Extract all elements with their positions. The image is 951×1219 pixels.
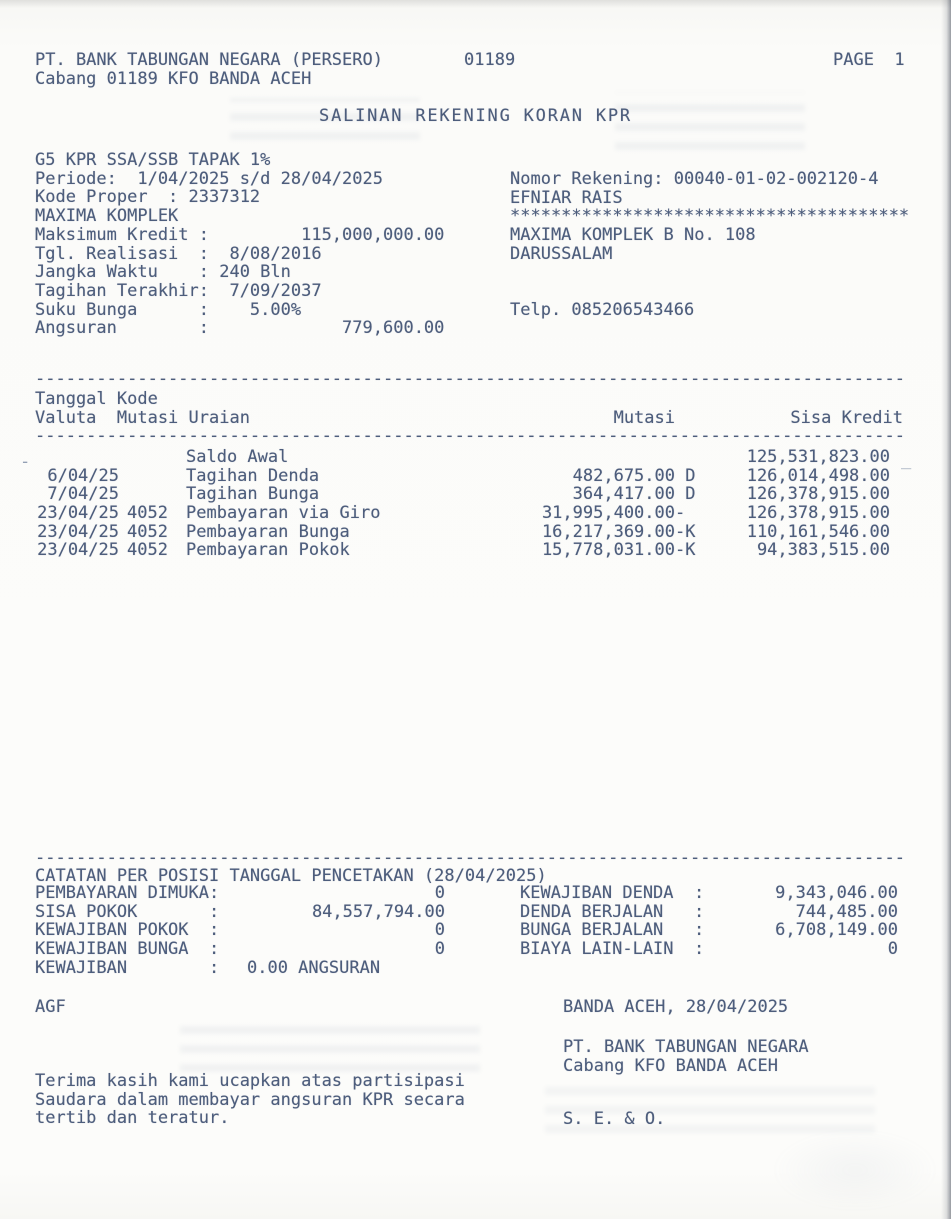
catatan-value: 0	[434, 883, 445, 903]
mutasi-suffix: D	[675, 465, 696, 486]
catatan-row	[0, 903, 951, 922]
customer-name: EFNIAR RAIS	[510, 187, 623, 208]
catatan-summary	[0, 884, 951, 977]
sisa-kredit: 94,383,515.00	[756, 540, 890, 561]
tagihan-terakhir-line: Tagihan Terakhir: 7/09/2037	[35, 280, 322, 301]
margin-mark-left: -	[20, 452, 31, 472]
sisa-kredit: 126,014,498.00	[746, 465, 890, 486]
table-row	[0, 467, 951, 486]
periode-line: Periode: 1/04/2025 s/d 28/04/2025	[35, 168, 383, 189]
uraian: Tagihan Bunga	[186, 484, 320, 505]
catatan-row-kewajiban	[0, 959, 951, 978]
thank-you-line: Saudara dalam membayar angsuran KPR secara	[35, 1089, 465, 1110]
loan-product-line: G5 KPR SSA/SSB TAPAK 1%	[35, 150, 271, 170]
kode-proper-line: Kode Proper : 2337312	[35, 187, 261, 208]
mutasi-amount: 15,778,031.00	[541, 540, 675, 561]
branch-code: 01189	[464, 50, 516, 70]
scan-smudge-artifact	[770, 1130, 940, 1210]
kode-mutasi: 4052	[127, 540, 168, 561]
sisa-kredit: 110,161,546.00	[746, 521, 890, 542]
blank-line	[510, 282, 909, 301]
table-row	[0, 504, 951, 523]
thank-you-note	[35, 1072, 465, 1128]
mutasi-suffix: D	[675, 484, 696, 505]
signature-bank-name: PT. BANK TABUNGAN NEGARA	[563, 1037, 809, 1057]
footer-code: AGF	[35, 997, 66, 1017]
table-row	[0, 541, 951, 560]
kode-mutasi: 4052	[127, 503, 168, 524]
catatan-label: KEWAJIBAN :	[35, 957, 220, 978]
city-date-line: BANDA ACEH, 28/04/2025	[563, 997, 789, 1017]
column-header-sisa-kredit: Sisa Kredit	[790, 408, 903, 428]
margin-mark-right: _	[901, 450, 912, 470]
tgl-realisasi-line: Tgl. Realisasi : 8/08/2016	[35, 243, 322, 264]
account-info-block	[510, 170, 909, 320]
document-title: SALINAN REKENING KORAN KPR	[319, 106, 632, 126]
catatan-row	[0, 940, 951, 959]
uraian: Pembayaran Bunga	[186, 521, 350, 542]
mutasi-suffix: -K	[675, 540, 696, 561]
uraian: Pembayaran Pokok	[186, 540, 350, 561]
mutasi-suffix: -K	[675, 521, 696, 542]
table-header-line1: Tanggal Kode	[35, 389, 158, 409]
page-number-label: PAGE 1	[833, 50, 905, 70]
address-line-2: DARUSSALAM	[510, 243, 613, 264]
uraian: Tagihan Denda	[186, 465, 320, 486]
kode-mutasi: 4052	[127, 521, 168, 542]
valuta-date: 23/04/25	[37, 503, 119, 524]
catatan-value: 84,557,794.00	[311, 901, 445, 922]
maksimum-kredit-line: Maksimum Kredit : 115,000,000.00	[35, 224, 445, 245]
blank-line	[510, 264, 909, 283]
catatan-title: CATATAN PER POSISI TANGGAL PENCETAKAN (28/04/2025)	[35, 866, 547, 886]
suku-bunga-line: Suku Bunga : 5.00%	[35, 299, 302, 320]
address-line-1: MAXIMA KOMPLEK B No. 108	[510, 225, 756, 246]
bank-name: PT. BANK TABUNGAN NEGARA (PERSERO)	[35, 50, 383, 70]
komplek-line: MAXIMA KOMPLEK	[35, 206, 179, 227]
catatan-label: BUNGA BERJALAN :	[520, 920, 705, 941]
catatan-label: KEWAJIBAN BUNGA :	[35, 939, 220, 960]
table-row	[0, 448, 951, 467]
catatan-label: KEWAJIBAN DENDA :	[520, 883, 705, 903]
uraian: Pembayaran via Giro	[186, 503, 381, 524]
catatan-value: 0	[887, 939, 898, 960]
mutasi-amount: 364,417.00	[572, 484, 675, 505]
jangka-waktu-line: Jangka Waktu : 240 Bln	[35, 262, 291, 283]
uraian: Saldo Awal	[186, 447, 289, 467]
catatan-label: PEMBAYARAN DIMUKA:	[35, 883, 220, 903]
mutasi-suffix: -	[675, 503, 686, 524]
table-row	[0, 485, 951, 504]
catatan-value: 0	[434, 939, 445, 960]
catatan-value: 744,485.00	[795, 901, 898, 922]
scan-edge-right	[941, 0, 951, 1219]
phone-line: Telp. 085206543466	[510, 299, 695, 320]
dashed-separator: -------------------------------------------------------------------------------------	[35, 848, 905, 868]
catatan-value: 9,343,046.00	[775, 883, 898, 903]
catatan-value: 0.00 ANGSURAN	[247, 957, 381, 978]
table-row	[0, 523, 951, 542]
sisa-kredit: 126,378,915.00	[746, 503, 890, 524]
valuta-date: 23/04/25	[37, 540, 119, 561]
catatan-value: 0	[434, 920, 445, 941]
mutasi-amount: 16,217,369.00	[541, 521, 675, 542]
nomor-rekening-line: Nomor Rekening: 00040-01-02-002120-4	[510, 169, 879, 189]
mutasi-amount: 31,995,400.00	[541, 503, 675, 524]
column-header-mutasi: Mutasi	[613, 408, 675, 428]
angsuran-line: Angsuran : 779,600.00	[35, 318, 445, 339]
dashed-separator: -------------------------------------------------------------------------------------	[35, 369, 905, 389]
valuta-date: 23/04/25	[37, 521, 119, 542]
catatan-label: SISA POKOK :	[35, 901, 220, 922]
catatan-label: DENDA BERJALAN :	[520, 901, 705, 922]
catatan-label: KEWAJIBAN POKOK :	[35, 920, 220, 941]
table-header-line2: Valuta Mutasi Uraian	[35, 408, 250, 428]
sisa-kredit: 126,378,915.00	[746, 484, 890, 505]
sisa-kredit: 125,531,823.00	[746, 447, 890, 467]
valuta-date: 7/04/25	[47, 484, 119, 505]
bleed-through-artifact	[180, 1022, 480, 1072]
valuta-date: 6/04/25	[47, 465, 119, 486]
signature-branch-name: Cabang KFO BANDA ACEH	[563, 1056, 778, 1076]
branch-line: Cabang 01189 KFO BANDA ACEH	[35, 69, 312, 89]
thank-you-line: tertib dan teratur.	[35, 1108, 230, 1129]
transaction-table	[0, 448, 951, 560]
catatan-value: 6,708,149.00	[775, 920, 898, 941]
thank-you-line: Terima kasih kami ucapkan atas partisipasi	[35, 1071, 465, 1091]
mutasi-amount: 482,675.00	[572, 465, 675, 486]
catatan-row	[0, 921, 951, 940]
catatan-label: BIAYA LAIN-LAIN :	[520, 939, 705, 960]
loan-info-block	[35, 151, 444, 338]
seo-notation: S. E. & O.	[563, 1109, 666, 1129]
dashed-separator: -------------------------------------------------------------------------------------	[35, 426, 905, 446]
scan-edge-top	[0, 0, 951, 8]
asterisk-divider: ***************************************	[510, 206, 910, 227]
catatan-row	[0, 884, 951, 903]
